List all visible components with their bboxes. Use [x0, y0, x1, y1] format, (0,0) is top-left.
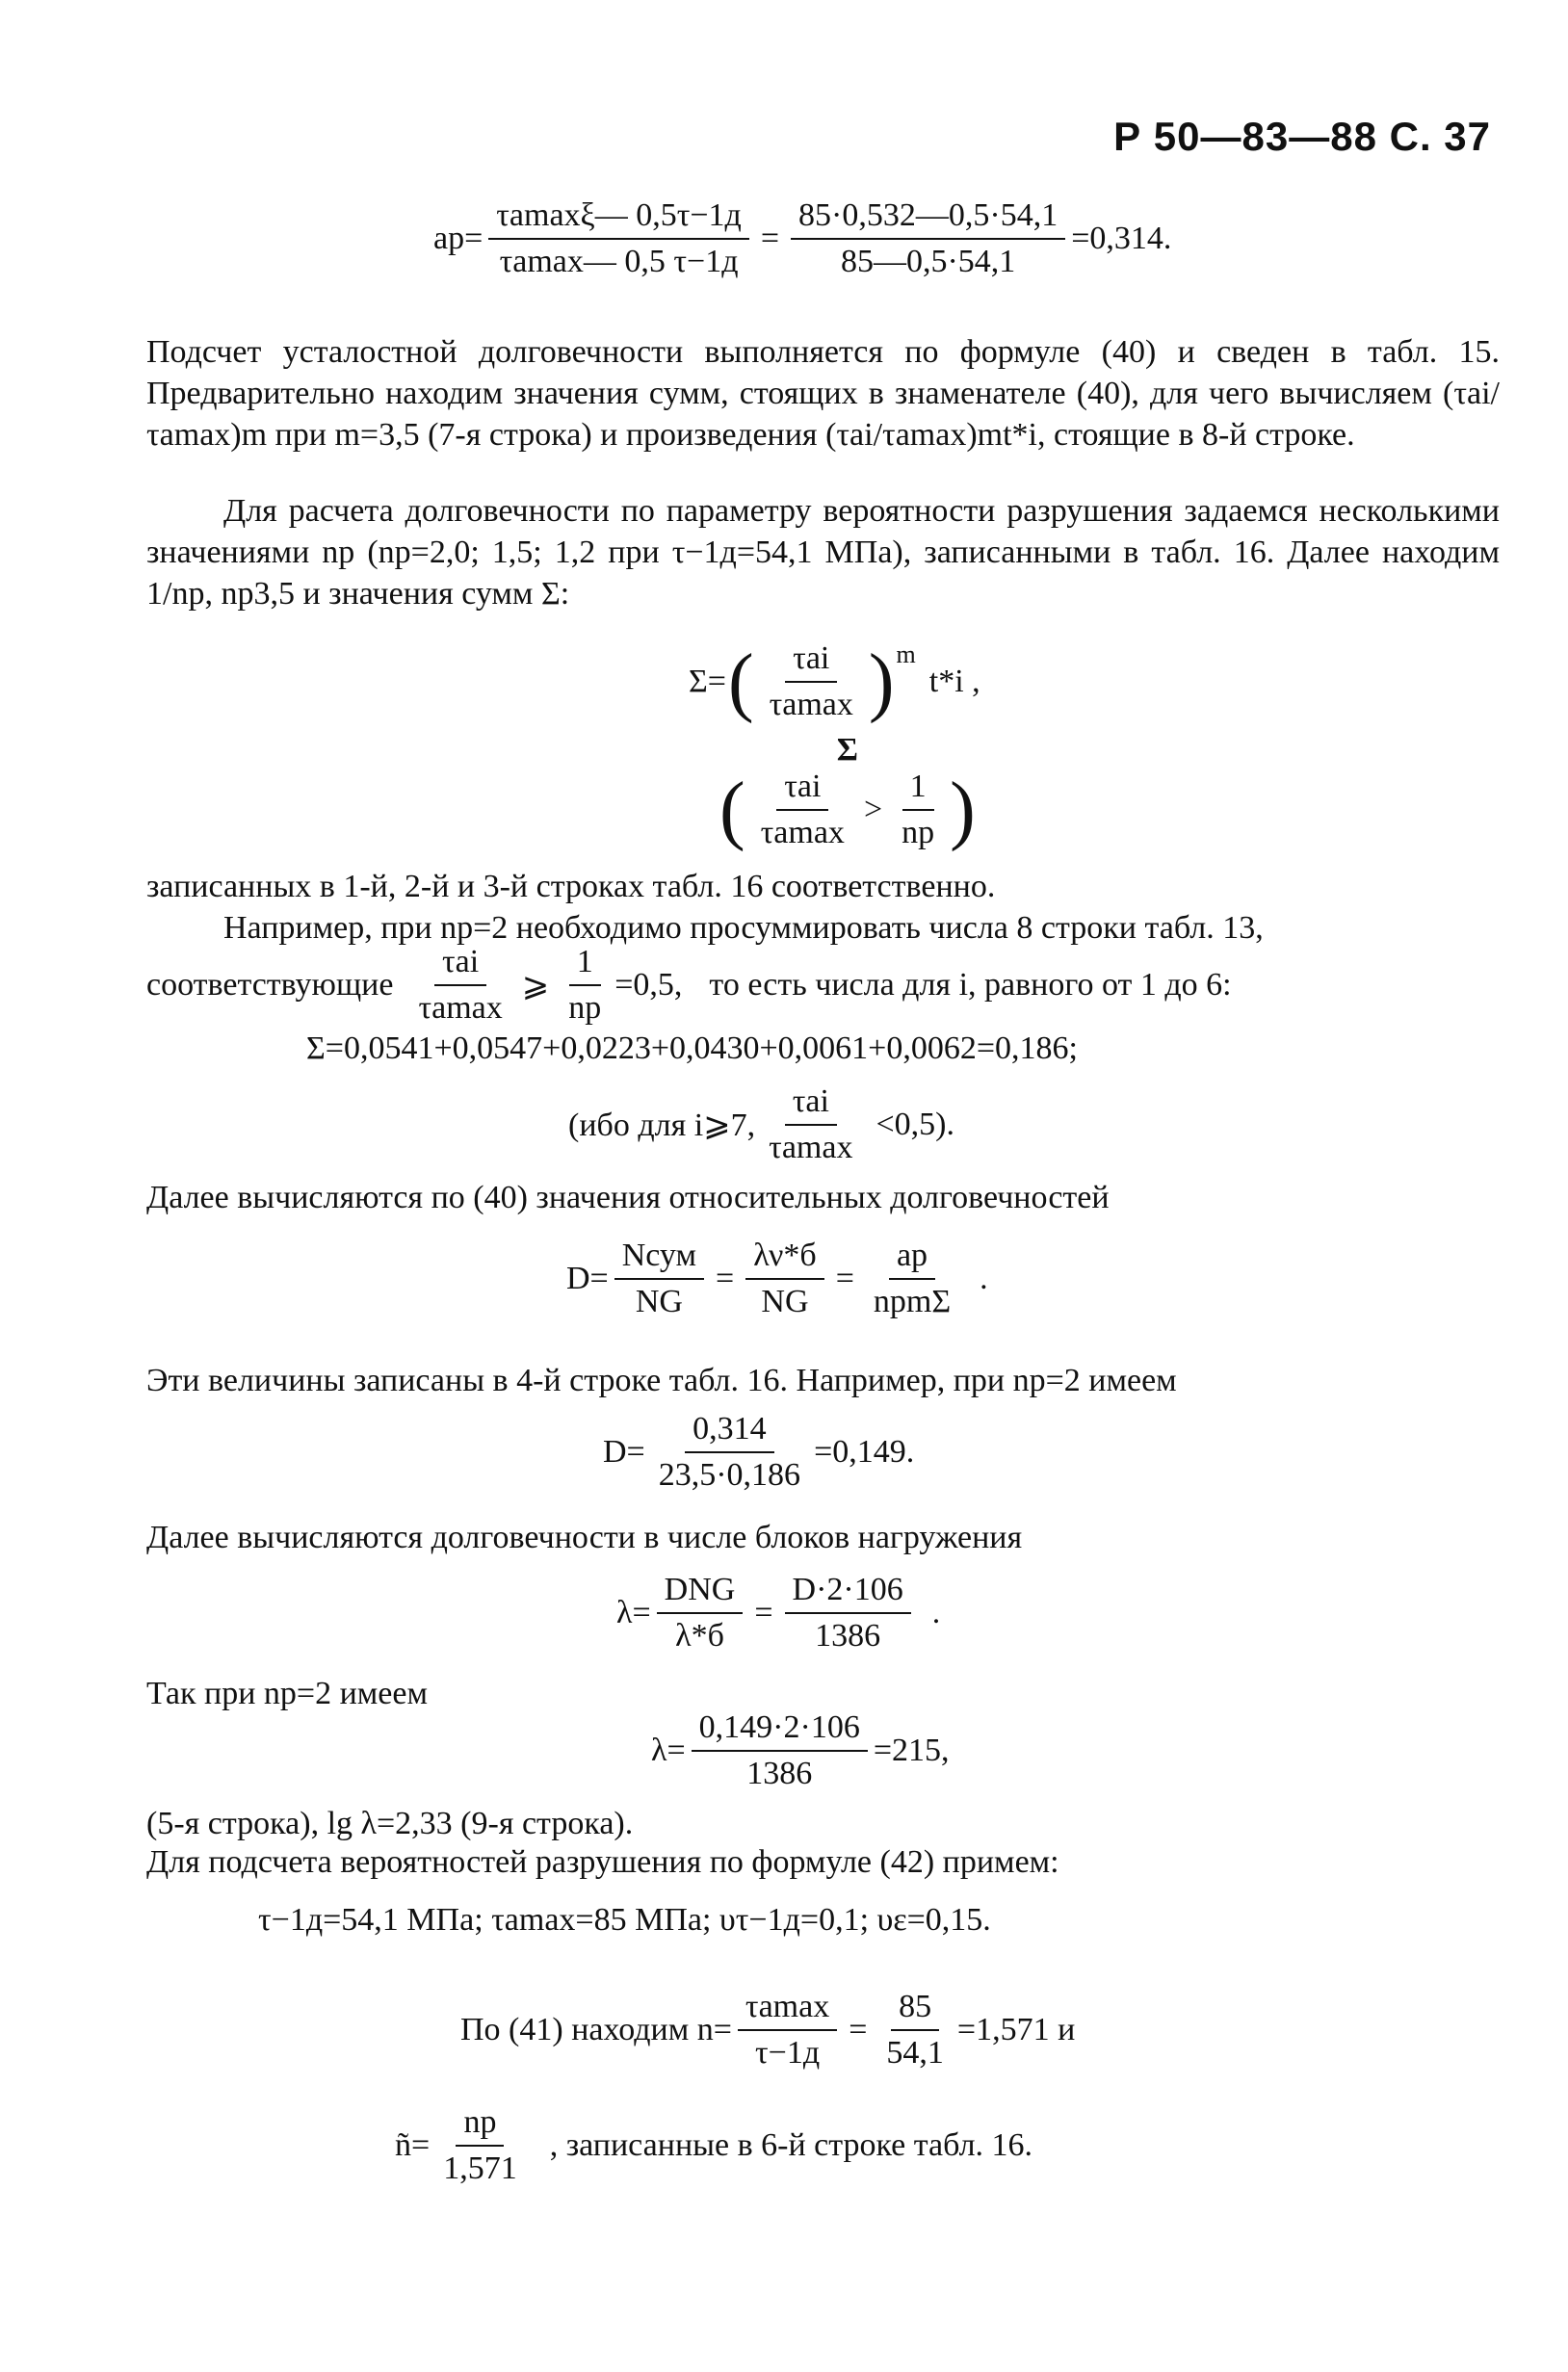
frac-numerator: DNG: [657, 1572, 744, 1614]
frac-numerator: 0,149·2·106: [692, 1709, 868, 1752]
frac-numerator: τamax: [738, 1989, 837, 2031]
sigma-tail: t*i ,: [928, 664, 980, 699]
equals-sign: =: [754, 1595, 773, 1630]
ntilde-frac: [435, 2104, 525, 2187]
formula-ap-result: =0,314.: [1071, 221, 1172, 256]
frac-denominator: τamax: [769, 1130, 853, 1165]
lambda2-lhs: λ=: [651, 1733, 686, 1768]
lambda2-result: =215,: [873, 1733, 950, 1768]
greater-sign: >: [863, 792, 883, 827]
frac-denominator: τamax: [760, 815, 845, 850]
geq-sign: ⩾: [521, 968, 550, 1004]
condition-rfrac: [894, 769, 942, 851]
paragraph-3: записанных в 1-й, 2-й и 3-й строках табл. 16 соответственно.: [146, 869, 996, 904]
formula-ntilde: [395, 2104, 1032, 2187]
frac-numerator: 1: [902, 769, 934, 811]
lambda-frac2: [785, 1572, 911, 1655]
right-paren: ): [950, 768, 976, 852]
paragraph-8: Так при nр=2 имеем: [146, 1676, 429, 1711]
frac-denominator: 54,1: [886, 2035, 944, 2071]
frac-numerator: τamaxξ— 0,5τ−1д: [488, 197, 749, 240]
formula-sigma-condition: [718, 732, 978, 851]
right-paren: ): [868, 639, 895, 724]
sigma-symbol: Σ: [836, 732, 858, 768]
frac-numerator: Nсум: [614, 1238, 704, 1280]
frac-numerator: D·2·106: [785, 1572, 911, 1614]
frac-denominator: τ−1д: [754, 2035, 821, 2071]
formula-ap-lhs: aр=: [433, 221, 483, 256]
frac-numerator: aр: [889, 1238, 935, 1280]
page-header: Р 50—83—88 С. 37: [1113, 114, 1491, 159]
left-paren: (: [727, 639, 754, 724]
frac-denominator: nр: [568, 990, 602, 1026]
formula-params: τ−1д=54,1 МПа; τamax=85 МПа; υτ−1д=0,1; υε=0,15.: [258, 1902, 991, 1938]
frac-numerator: nр: [456, 2104, 504, 2147]
paragraph-9: (5-я строка), lg λ=2,33 (9-я строка).: [146, 1806, 634, 1841]
ibo-end: <0,5).: [875, 1107, 954, 1142]
frac-numerator: 85: [891, 1989, 939, 2031]
formula-ibo: [568, 1083, 954, 1166]
sigma-power: m: [896, 640, 916, 668]
formula-lambda: [616, 1572, 940, 1655]
lambda-frac1: [657, 1572, 744, 1655]
paragraph-4a: Например, при nр=2 необходимо просуммировать числа 8 строки табл. 13,: [223, 910, 1264, 946]
frac-numerator: τai: [785, 640, 837, 683]
frac-denominator: 23,5·0,186: [658, 1457, 801, 1493]
n-end: =1,571 и: [956, 2012, 1076, 2047]
formula-ap-frac2: [791, 197, 1065, 280]
formula-ap-frac1: [488, 197, 749, 280]
equals-sign: =: [849, 2012, 868, 2047]
para4b-frac: [410, 944, 510, 1027]
frac-denominator: nр: [902, 815, 935, 850]
paragraph-10: Для подсчета вероятностей разрушения по формуле (42) примем:: [146, 1844, 1059, 1880]
sigma-condition-block: [718, 732, 978, 851]
frac-denominator: 85—0,5·54,1: [840, 244, 1016, 279]
D-frac2: [745, 1238, 824, 1320]
frac-denominator: λ*б: [675, 1618, 724, 1654]
formula-ap: [433, 197, 1171, 280]
ibo-start: (ибо для i⩾7,: [568, 1108, 756, 1143]
formula-sum: Σ=0,0541+0,0547+0,0223+0,0430+0,0061+0,0062=0,186;: [306, 1030, 1078, 1066]
frac-denominator: 1386: [746, 1756, 813, 1791]
para4b-rfrac: [561, 944, 609, 1027]
frac-denominator: 1,571: [443, 2150, 517, 2186]
paragraph-6: Эти величины записаны в 4-й строке табл. 16. Например, при nр=2 имеем: [146, 1363, 1177, 1398]
sigma-frac: [762, 640, 861, 723]
n-frac2: [878, 1989, 952, 2072]
D2-result: =0,149.: [814, 1434, 915, 1470]
paragraph-2: Для расчета долговечности по параметру вероятности разрушения задаемся несколькими значениями nр (nр=2,0; 1,5; 1,2 при τ−1д=54,1 МПа), записанными в табл. 16. Далее находим 1/nр, nр3,5 и значения сумм Σ:: [146, 493, 1500, 612]
frac-denominator: τamax— 0,5 τ−1д: [499, 244, 739, 279]
D2-lhs: D=: [603, 1434, 645, 1470]
para4b-val: =0,5,: [614, 967, 683, 1003]
D-frac3: [866, 1238, 958, 1320]
para4b-end: то есть числа для i, равного от 1 до 6:: [709, 967, 1232, 1003]
frac-numerator: 1: [569, 944, 601, 986]
n-start: По (41) находим n=: [460, 2012, 732, 2047]
equals-sign: =: [835, 1261, 854, 1296]
formula-D2: [603, 1411, 914, 1494]
paragraph-4b: [146, 944, 1232, 1027]
lambda-end: .: [931, 1595, 941, 1630]
left-paren: (: [719, 768, 745, 852]
frac-denominator: NG: [761, 1284, 809, 1319]
D-lhs: D=: [566, 1261, 609, 1296]
frac-numerator: 85·0,532—0,5·54,1: [791, 197, 1065, 240]
formula-sigma: [689, 640, 980, 723]
lambda-lhs: λ=: [616, 1595, 651, 1630]
sigma-lhs: Σ=: [689, 664, 726, 699]
formula-D: [566, 1238, 988, 1320]
equals-sign: =: [716, 1261, 735, 1296]
D-end: .: [980, 1261, 988, 1296]
frac-numerator: τai: [434, 944, 486, 986]
paragraph-7: Далее вычисляются долговечности в числе блоков нагружения: [146, 1520, 1023, 1555]
frac-denominator: nрmΣ: [873, 1284, 952, 1319]
frac-numerator: λν*б: [745, 1238, 824, 1280]
condition-frac: [753, 769, 852, 851]
frac-numerator: 0,314: [685, 1411, 774, 1453]
frac-denominator: τamax: [418, 990, 503, 1026]
frac-numerator: τai: [785, 1083, 837, 1126]
lambda2-frac: [692, 1709, 868, 1792]
ibo-frac: [761, 1083, 860, 1166]
frac-denominator: NG: [635, 1284, 683, 1319]
formula-lambda2: [651, 1709, 950, 1792]
frac-denominator: τamax: [769, 687, 853, 722]
equals-sign: =: [760, 221, 780, 256]
D-frac1: [614, 1238, 704, 1320]
n-frac1: [738, 1989, 837, 2072]
frac-denominator: 1386: [815, 1618, 881, 1654]
ntilde-end: , записанные в 6-й строке табл. 16.: [549, 2127, 1033, 2163]
paragraph-1: Подсчет усталостной долговечности выполняется по формуле (40) и сведен в табл. 15. Предварительно находим значения сумм, стоящих в знаменателе (40), для чего вычисляем (τai/τamax)m при m=3,5 (7-я строка) и произведения (τai/τamax)mt*i, стоящие в 8-й строке.: [146, 334, 1500, 453]
condition-row: [718, 769, 978, 851]
frac-numerator: τai: [776, 769, 828, 811]
para4b-start: соответствующие: [146, 967, 394, 1003]
ntilde-lhs: ñ=: [395, 2127, 431, 2163]
D2-frac: [651, 1411, 808, 1494]
formula-n: [460, 1989, 1075, 2072]
paragraph-5: Далее вычисляются по (40) значения относительных долговечностей: [146, 1180, 1110, 1215]
